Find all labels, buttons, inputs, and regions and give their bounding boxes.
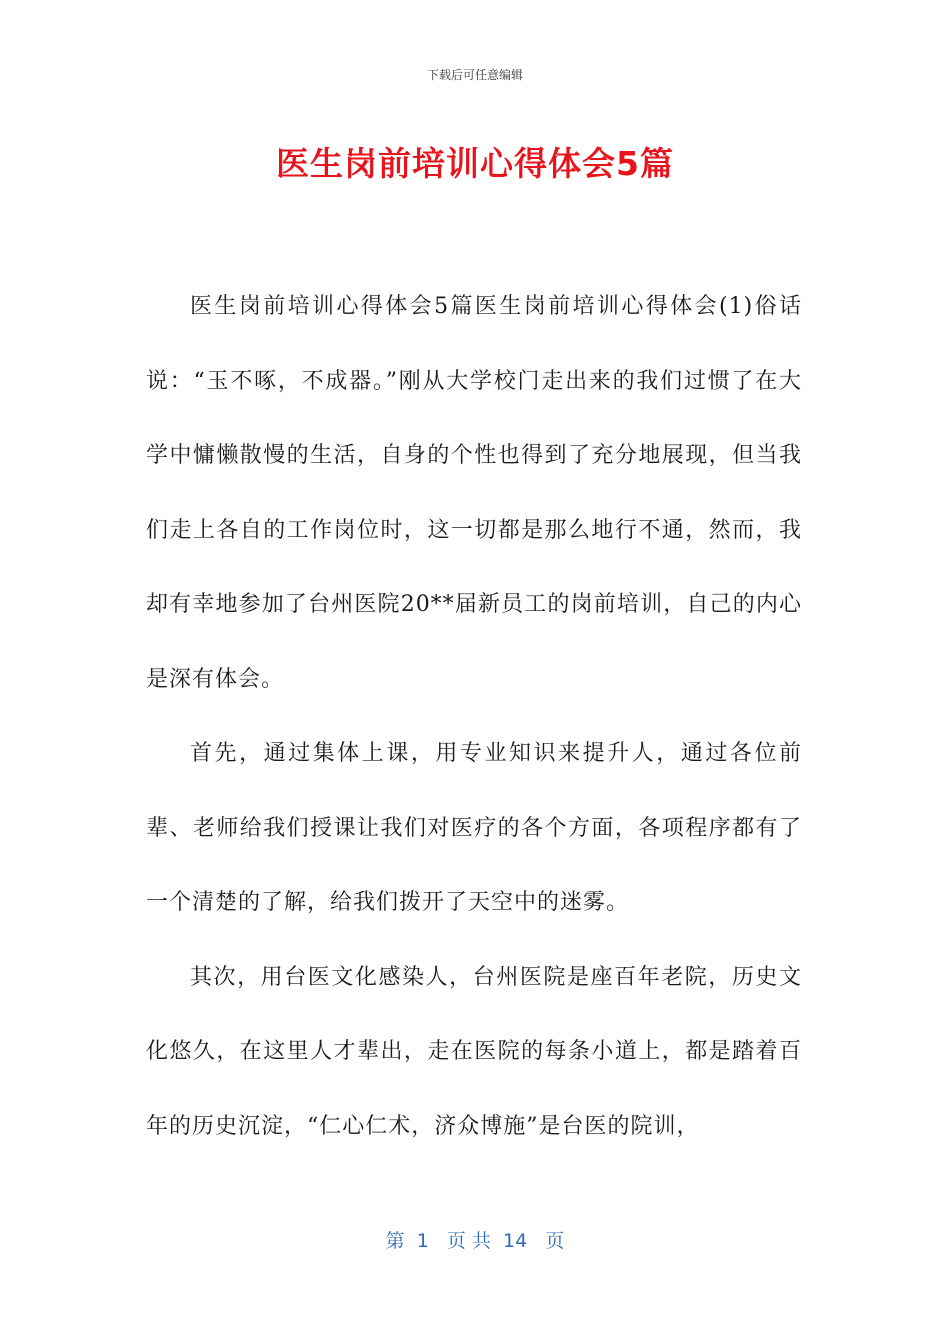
- paragraph-2: 首先，通过集体上课，用专业知识来提升人，通过各位前辈、老师给我们授课让我们对医疗的各个方面，各项程序都有了一个清楚的了解，给我们拨开了天空中的迷雾。: [146, 741, 802, 915]
- page-indicator: 第 1 页 共 14 页: [385, 1230, 565, 1252]
- paragraph-1: 医生岗前培训心得体会5篇医生岗前培训心得体会(1)俗话说：“玉不啄，不成器。”刚从大学校门走出来的我们过惯了在大学中慵懒散慢的生活，自身的个性也得到了充分地展现，但当我们走上各自的工作岗位时，这一切都是那么地行不通，然而，我却有幸地参加了台州医院20**届新员工的岗前培训，自己的内心是深有体会。: [146, 294, 802, 692]
- paragraph-3: 其次，用台医文化感染人，台州医院是座百年老院，历史文化悠久，在这里人才辈出，走在医院的每条小道上，都是踏着百年的历史沉淀，“仁心仁术，济众博施”是台医的院训，: [146, 964, 802, 1139]
- document-title: 医生岗前培训心得体会5篇: [276, 144, 674, 183]
- document-body: [146, 270, 802, 1164]
- header-note: 下载后可任意编辑: [426, 68, 523, 82]
